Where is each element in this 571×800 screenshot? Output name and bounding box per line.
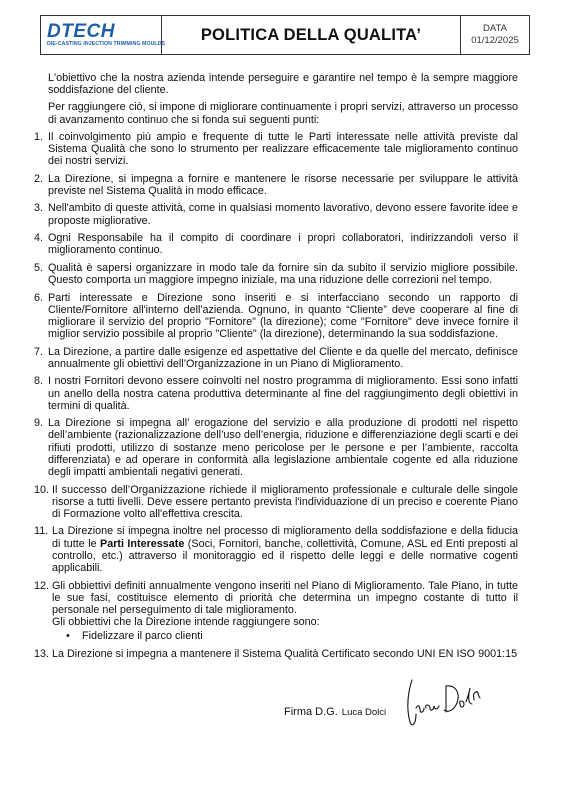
list-item [34, 417, 518, 478]
item-number: 6. [34, 291, 44, 304]
item-number: 3. [34, 202, 44, 215]
date-box [461, 16, 529, 54]
item-number: 5. [34, 261, 44, 274]
item-number: 11. [34, 525, 49, 538]
item-number: 7. [34, 345, 44, 358]
list-item [34, 292, 518, 341]
list-item [34, 202, 518, 226]
item-number: 9. [34, 417, 44, 430]
signature-label: Firma D.G. [284, 706, 338, 718]
signature-block [284, 697, 386, 727]
date-label: DATA [483, 23, 507, 34]
item-text: Il coinvolgimento più ampio e frequente di tutte le Parti interessate nelle attività previste dal Sistema Qualità che sono lo strumento per realizzare efficacemente tale miglioramento continuo dei nostri servizi. [48, 130, 518, 168]
item-number: 13. [34, 647, 50, 660]
item-text: La Direzione, a partire dalle esigenze ed aspettative del Cliente e da quelle del mercato, definisce annualmente gli obiettivi dell’Organizzazione in un Piano di Miglioramento. [48, 345, 518, 370]
list-item [34, 262, 518, 286]
item-text: Il successo dell’Organizzazione richiede il miglioramento professionale e culturale delle singole risorse a tutti livelli. Deve essere pertanto prevista l'individuazione di un preciso e coerente Piano di Formazione volto all'effettiva crescita. [52, 483, 518, 520]
item-number: 2. [34, 172, 44, 185]
item-text: (Soci, Fornitori, banche, collettività, Comune, ASL ed Enti preposti al controllo, etc.) attraverso il monitoraggio ed il rispetto delle leggi e delle normative cogenti applicabili. [52, 537, 518, 575]
handwritten-signature-icon [402, 674, 486, 730]
item-text: La Direzione si impegna all’ erogazione del servizio e alla produzione di prodotti nel rispetto dell’ambiente (razionalizzazione dell’uso dell’energia, riduzione e differenziazione degli scarti e dei rifiuti prodotti, utilizzo di sostanze meno pericolose per le persone e per l’ambiente, raccolta differenziata) e ad operare in conformità alla legislazione ambientale cogente ed alla riduzione degli impatti ambientali negativi generati. [48, 417, 518, 479]
company-logo [41, 16, 166, 54]
signer-name: Luca Dolci [341, 706, 387, 718]
item-text: La Direzione si impegna a mantenere il Sistema Qualità Certificato secondo UNI EN ISO 9001:15 [52, 647, 518, 660]
list-item [34, 580, 518, 643]
list-item [34, 525, 518, 574]
item-number: 4. [34, 232, 44, 245]
intro-paragraph: Per raggiungere ciò, si impone di migliorare continuamente i propri servizi, attraverso un processo di avanzamento continuo che si fonda sui seguenti punti: [48, 101, 518, 126]
bullet-text: Fidelizzare il parco clienti [82, 630, 203, 643]
item-text: Gli obbiettivi definiti annualmente vengono inseriti nel Piano di Miglioramento. Tale Piano, in tutte le sue fasi, costituisce elemento di priorità che determina un impegno costante di tutto il personale nel perseguimento di tale miglioramento. [52, 579, 518, 616]
bullet-item [66, 630, 518, 642]
item-text: Ogni Responsabile ha il compito di coordinare i propri collaboratori, indirizzandoli verso il miglioramento continuo. [48, 232, 518, 257]
list-item [34, 173, 518, 197]
list-item [34, 484, 518, 521]
date-value: 01/12/2025 [471, 35, 519, 46]
logo-tagline: DIE-CASTING INJECTION TRIMMING MOULDS [47, 40, 166, 47]
item-text: Qualità è sapersi organizzare in modo tale da fornire sin da subito il servizio migliore possibile. Questo comporta un maggiore impegno iniziale, ma una riduzione delle correzioni nel tempo. [48, 261, 518, 287]
item-text: La Direzione si impegna inoltre nel processo di miglioramento della soddisfazione e della fiducia di tutte le [52, 525, 518, 550]
list-item [34, 375, 518, 412]
list-item [34, 131, 518, 168]
item-text: Nell'ambito di queste attività, come in qualsiasi momento lavorativo, devono essere favorite idee e proposte migliorative. [48, 202, 518, 227]
item-text-bold: Parti Interessate [100, 537, 185, 550]
policy-points-list [34, 131, 518, 660]
item-text: Parti interessate e Direzione sono inseriti e si interfacciano secondo un rapporto di Cliente/Fornitore all'interno dell'azienda. Ognuno, in quanto “Cliente” deve cooperare al fine di migliorare il servizio del proprio "Fornitore" (la direzione); come "Fornitore" deve invece fornire il miglior servizio possibile al proprio "Cliente" (la direzione), determinando la sua soddisfazione. [48, 291, 518, 341]
item-text: I nostri Fornitori devono essere coinvolti nel nostro programma di miglioramento. Essi sono infatti un anello della nostra catena produttiva determinante al fine del raggiungimento degli obiettivi in termini di qualità. [48, 375, 518, 412]
intro-paragraph: L'obiettivo che la nostra azienda intende perseguire e garantire nel tempo è la sempre maggiore soddisfazione del cliente. [48, 72, 518, 97]
item-number: 8. [34, 375, 44, 388]
item-number: 1. [34, 130, 44, 143]
bullet-dot-icon: • [66, 630, 70, 643]
list-item [34, 232, 518, 256]
logo-wordmark: DTECH [47, 20, 115, 42]
list-item [34, 346, 518, 370]
item-number: 12. [34, 579, 50, 592]
item-subtext: Gli obbiettivi che la Direzione intende raggiungere sono: [52, 616, 320, 629]
policy-body [34, 72, 518, 665]
list-item [34, 648, 518, 660]
item-number: 10. [34, 483, 50, 496]
document-header [40, 15, 530, 55]
item-text: La Direzione, si impegna a fornire e mantenere le risorse necessarie per sviluppare le attività previste nel Sistema Qualità in modo efficace. [48, 172, 518, 197]
document-title: POLITICA DELLA QUALITA’ [162, 16, 461, 54]
